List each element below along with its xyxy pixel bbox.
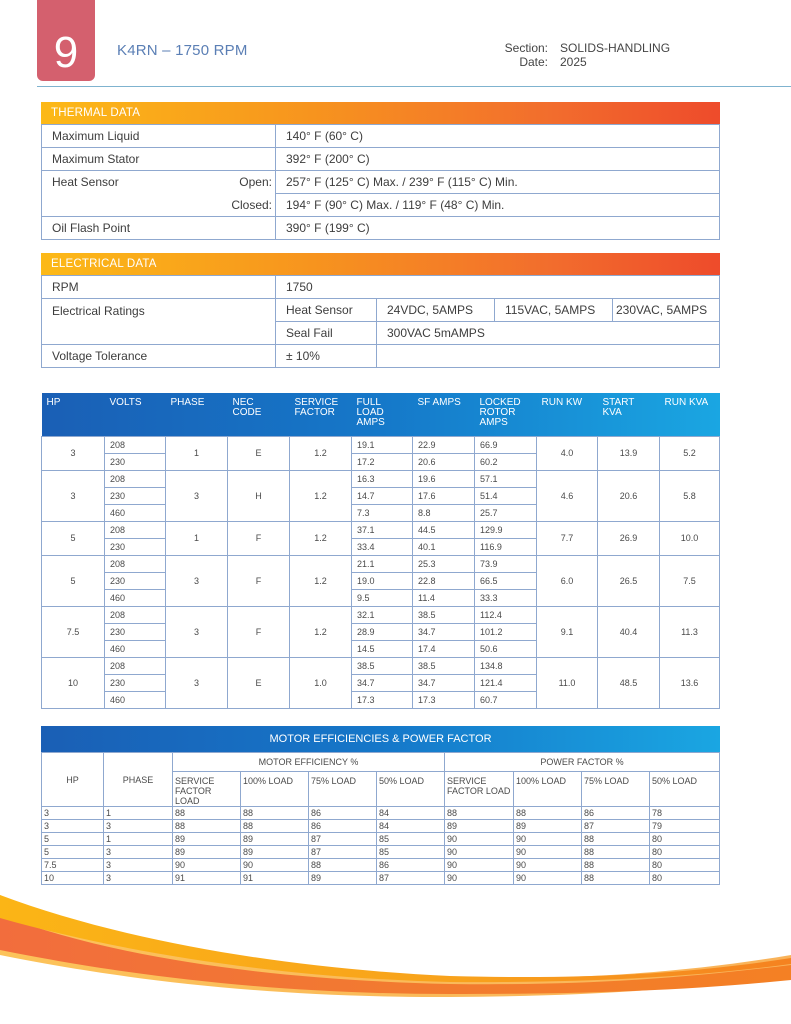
volts-cell: 460 <box>105 640 166 657</box>
table-cell: 10 <box>42 872 104 885</box>
table-row <box>42 846 720 859</box>
sf-amps-cell: 20.6 <box>413 453 475 470</box>
column-header: START KVA <box>602 397 635 418</box>
table-cell: 5 <box>42 846 104 859</box>
column-header: PHASE <box>170 397 205 408</box>
table-cell: 88 <box>445 807 514 820</box>
volts-cell: 230 <box>105 623 166 640</box>
column-header: LOCKED ROTOR AMPS <box>479 397 521 428</box>
volts-cell: 460 <box>105 504 166 521</box>
table-cell: 85 <box>377 833 445 846</box>
column-header: FULL LOAD AMPS <box>356 397 385 428</box>
volts-cell: 208 <box>105 521 166 538</box>
table-row <box>42 125 720 148</box>
date-label: Date: <box>519 55 548 69</box>
full-load-amps-cell: 7.3 <box>352 504 413 521</box>
volts-cell: 230 <box>105 572 166 589</box>
locked-rotor-amps-cell: 116.9 <box>475 538 537 555</box>
table-cell: 88 <box>582 859 650 872</box>
full-load-amps-cell: 38.5 <box>352 657 413 674</box>
table-cell: 90 <box>173 859 241 872</box>
phase-cell: 3 <box>166 470 228 521</box>
table-cell: 90 <box>514 872 582 885</box>
run-kva-cell: 10.0 <box>660 521 720 555</box>
table-cell: 86 <box>309 807 377 820</box>
column-header: 75% LOAD <box>309 772 377 807</box>
table-row <box>42 345 720 368</box>
voltage-tolerance-value: ± 10% <box>276 345 377 368</box>
table-row <box>42 299 720 322</box>
table-cell: 88 <box>241 807 309 820</box>
service-factor-cell: 1.2 <box>290 470 352 521</box>
rpm-value: 1750 <box>276 276 720 299</box>
locked-rotor-amps-cell: 66.9 <box>475 436 537 453</box>
table-cell: 1 <box>104 807 173 820</box>
table-row <box>42 470 720 487</box>
seal-fail-value: 300VAC 5mAMPS <box>377 322 720 345</box>
table-cell: 90 <box>445 872 514 885</box>
hp-header: HP <box>42 753 104 807</box>
phase-cell: 1 <box>166 521 228 555</box>
electrical-data-section <box>41 253 720 368</box>
table-row <box>42 194 720 217</box>
table-cell: 91 <box>241 872 309 885</box>
column-header: SF AMPS <box>417 397 461 408</box>
max-liquid-value: 140° F (60° C) <box>276 125 720 148</box>
table-cell: 84 <box>377 807 445 820</box>
sf-amps-cell: 17.4 <box>413 640 475 657</box>
table-cell: 89 <box>445 820 514 833</box>
locked-rotor-amps-cell: 60.2 <box>475 453 537 470</box>
phase-cell: 3 <box>166 657 228 708</box>
table-cell: 80 <box>650 833 720 846</box>
run-kva-cell: 5.8 <box>660 470 720 521</box>
volts-cell: 230 <box>105 453 166 470</box>
electrical-data-table <box>41 275 720 368</box>
motor-table-header <box>42 393 720 436</box>
service-factor-cell: 1.2 <box>290 606 352 657</box>
volts-cell: 208 <box>105 470 166 487</box>
table-cell: 86 <box>377 859 445 872</box>
closed-label: Closed: <box>210 194 276 217</box>
sf-amps-cell: 22.8 <box>413 572 475 589</box>
table-cell: 1 <box>104 833 173 846</box>
open-value: 257° F (125° C) Max. / 239° F (115° C) Min. <box>276 171 720 194</box>
table-cell: 89 <box>173 846 241 859</box>
locked-rotor-amps-cell: 25.7 <box>475 504 537 521</box>
start-kva-cell: 13.9 <box>598 436 660 470</box>
run-kw-cell: 4.6 <box>537 470 598 521</box>
date-value: 2025 <box>560 55 587 69</box>
column-header: 100% LOAD <box>514 772 582 807</box>
hp-cell: 3 <box>42 470 105 521</box>
table-row <box>42 555 720 572</box>
table-cell: 5 <box>42 833 104 846</box>
nec-code-cell: F <box>228 521 290 555</box>
table-cell: 3 <box>104 820 173 833</box>
locked-rotor-amps-cell: 51.4 <box>475 487 537 504</box>
volts-cell: 208 <box>105 606 166 623</box>
full-load-amps-cell: 19.1 <box>352 436 413 453</box>
nec-code-cell: H <box>228 470 290 521</box>
sf-amps-cell: 8.8 <box>413 504 475 521</box>
table-cell: 88 <box>514 807 582 820</box>
service-factor-cell: 1.2 <box>290 436 352 470</box>
column-header: HP <box>46 397 61 408</box>
sf-amps-cell: 22.9 <box>413 436 475 453</box>
table-cell: 88 <box>582 846 650 859</box>
table-cell: 89 <box>241 833 309 846</box>
locked-rotor-amps-cell: 57.1 <box>475 470 537 487</box>
run-kw-cell: 6.0 <box>537 555 598 606</box>
volts-cell: 208 <box>105 555 166 572</box>
full-load-amps-cell: 28.9 <box>352 623 413 640</box>
efficiency-table <box>41 752 720 885</box>
table-cell: 89 <box>241 846 309 859</box>
nec-code-cell: E <box>228 436 290 470</box>
efficiency-group-header <box>42 753 720 772</box>
table-cell: 91 <box>173 872 241 885</box>
table-cell: 80 <box>650 872 720 885</box>
oil-flash-label: Oil Flash Point <box>42 217 276 240</box>
motor-table-body <box>42 436 720 708</box>
motor-data-table <box>41 393 720 709</box>
voltage-tolerance-label: Voltage Tolerance <box>42 345 276 368</box>
header-divider <box>37 86 791 87</box>
full-load-amps-cell: 33.4 <box>352 538 413 555</box>
hp-cell: 7.5 <box>42 606 105 657</box>
sf-amps-cell: 34.7 <box>413 674 475 691</box>
phase-header: PHASE <box>104 753 173 807</box>
thermal-data-section <box>41 102 720 240</box>
column-header: 50% LOAD <box>650 772 720 807</box>
start-kva-cell: 26.5 <box>598 555 660 606</box>
table-row <box>42 833 720 846</box>
heat-sensor-rating: 115VAC, 5AMPS <box>495 299 613 322</box>
locked-rotor-amps-cell: 60.7 <box>475 691 537 708</box>
table-cell: 3 <box>42 807 104 820</box>
hp-cell: 3 <box>42 436 105 470</box>
thermal-data-table <box>41 124 720 240</box>
rpm-label: RPM <box>42 276 276 299</box>
section-value: SOLIDS-HANDLING <box>560 41 671 55</box>
full-load-amps-cell: 32.1 <box>352 606 413 623</box>
full-load-amps-cell: 19.0 <box>352 572 413 589</box>
column-header: 100% LOAD <box>241 772 309 807</box>
locked-rotor-amps-cell: 33.3 <box>475 589 537 606</box>
full-load-amps-cell: 17.3 <box>352 691 413 708</box>
table-cell: 88 <box>582 872 650 885</box>
run-kva-cell: 5.2 <box>660 436 720 470</box>
sf-amps-cell: 34.7 <box>413 623 475 640</box>
efficiency-table-body <box>42 807 720 885</box>
column-header: SERVICE FACTOR LOAD <box>445 772 514 807</box>
table-cell: 90 <box>241 859 309 872</box>
table-row <box>42 859 720 872</box>
table-cell: 87 <box>377 872 445 885</box>
table-cell: 85 <box>377 846 445 859</box>
thermal-data-title: THERMAL DATA <box>41 102 720 124</box>
table-cell: 3 <box>104 872 173 885</box>
seal-fail-label: Seal Fail <box>276 322 377 345</box>
section-label: Section: <box>504 41 548 55</box>
nec-code-cell: F <box>228 606 290 657</box>
sf-amps-cell: 17.6 <box>413 487 475 504</box>
table-cell: 3 <box>104 846 173 859</box>
table-cell: 87 <box>582 820 650 833</box>
empty-cell <box>42 194 210 217</box>
table-cell: 90 <box>445 833 514 846</box>
electrical-data-title: ELECTRICAL DATA <box>41 253 720 275</box>
sf-amps-cell: 17.3 <box>413 691 475 708</box>
table-cell: 84 <box>377 820 445 833</box>
full-load-amps-cell: 14.5 <box>352 640 413 657</box>
full-load-amps-cell: 17.2 <box>352 453 413 470</box>
start-kva-cell: 20.6 <box>598 470 660 521</box>
full-load-amps-cell: 37.1 <box>352 521 413 538</box>
full-load-amps-cell: 9.5 <box>352 589 413 606</box>
phase-cell: 3 <box>166 555 228 606</box>
start-kva-cell: 40.4 <box>598 606 660 657</box>
locked-rotor-amps-cell: 112.4 <box>475 606 537 623</box>
document-meta <box>480 41 670 69</box>
sf-amps-cell: 19.6 <box>413 470 475 487</box>
efficiency-title: MOTOR EFFICIENCIES & POWER FACTOR <box>41 726 720 752</box>
table-cell: 86 <box>582 807 650 820</box>
locked-rotor-amps-cell: 66.5 <box>475 572 537 589</box>
page-number-badge <box>37 0 95 81</box>
table-cell: 80 <box>650 859 720 872</box>
heat-sensor-rating: 230VAC, 5AMPS <box>613 299 720 322</box>
full-load-amps-cell: 14.7 <box>352 487 413 504</box>
locked-rotor-amps-cell: 121.4 <box>475 674 537 691</box>
phase-cell: 1 <box>166 436 228 470</box>
sf-amps-cell: 11.4 <box>413 589 475 606</box>
run-kva-cell: 13.6 <box>660 657 720 708</box>
full-load-amps-cell: 34.7 <box>352 674 413 691</box>
service-factor-cell: 1.0 <box>290 657 352 708</box>
service-factor-cell: 1.2 <box>290 521 352 555</box>
column-header: NEC CODE <box>232 397 262 418</box>
run-kw-cell: 4.0 <box>537 436 598 470</box>
column-header: RUN KVA <box>664 397 709 408</box>
volts-cell: 230 <box>105 487 166 504</box>
table-cell: 88 <box>241 820 309 833</box>
sf-amps-cell: 40.1 <box>413 538 475 555</box>
sf-amps-cell: 38.5 <box>413 606 475 623</box>
column-header: VOLTS <box>109 397 142 408</box>
start-kva-cell: 48.5 <box>598 657 660 708</box>
run-kw-cell: 9.1 <box>537 606 598 657</box>
table-cell: 88 <box>309 859 377 872</box>
nec-code-cell: F <box>228 555 290 606</box>
document-title: K4RN – 1750 RPM <box>117 42 248 59</box>
service-factor-cell: 1.2 <box>290 555 352 606</box>
volts-cell: 460 <box>105 691 166 708</box>
table-row <box>42 276 720 299</box>
table-cell: 3 <box>104 859 173 872</box>
locked-rotor-amps-cell: 101.2 <box>475 623 537 640</box>
table-row <box>42 807 720 820</box>
table-cell: 78 <box>650 807 720 820</box>
table-cell: 88 <box>173 807 241 820</box>
nec-code-cell: E <box>228 657 290 708</box>
heat-sensor-label: Heat Sensor <box>276 299 377 322</box>
table-cell: 88 <box>582 833 650 846</box>
max-liquid-label: Maximum Liquid <box>42 125 276 148</box>
heat-sensor-label: Heat Sensor <box>42 171 210 194</box>
table-cell: 89 <box>514 820 582 833</box>
table-row <box>42 606 720 623</box>
locked-rotor-amps-cell: 50.6 <box>475 640 537 657</box>
table-cell: 90 <box>514 859 582 872</box>
motor-efficiency-header: MOTOR EFFICIENCY % <box>173 753 445 772</box>
sf-amps-cell: 44.5 <box>413 521 475 538</box>
table-cell: 90 <box>445 846 514 859</box>
table-cell: 87 <box>309 833 377 846</box>
table-cell: 89 <box>309 872 377 885</box>
run-kw-cell: 11.0 <box>537 657 598 708</box>
table-cell: 90 <box>445 859 514 872</box>
table-cell: 7.5 <box>42 859 104 872</box>
oil-flash-value: 390° F (199° C) <box>276 217 720 240</box>
sf-amps-cell: 25.3 <box>413 555 475 572</box>
column-header: SERVICE FACTOR LOAD <box>173 772 241 807</box>
table-cell: 90 <box>514 833 582 846</box>
decorative-swoosh <box>0 880 791 1024</box>
hp-cell: 5 <box>42 521 105 555</box>
power-factor-header: POWER FACTOR % <box>445 753 720 772</box>
motor-data-section <box>41 393 720 709</box>
table-cell: 79 <box>650 820 720 833</box>
table-cell: 86 <box>309 820 377 833</box>
volts-cell: 230 <box>105 674 166 691</box>
hp-cell: 5 <box>42 555 105 606</box>
locked-rotor-amps-cell: 73.9 <box>475 555 537 572</box>
locked-rotor-amps-cell: 129.9 <box>475 521 537 538</box>
column-header: RUN KW <box>541 397 583 408</box>
table-row <box>42 148 720 171</box>
table-cell: 88 <box>173 820 241 833</box>
volts-cell: 230 <box>105 538 166 555</box>
volts-cell: 460 <box>105 589 166 606</box>
full-load-amps-cell: 16.3 <box>352 470 413 487</box>
column-header: 50% LOAD <box>377 772 445 807</box>
run-kva-cell: 7.5 <box>660 555 720 606</box>
run-kva-cell: 11.3 <box>660 606 720 657</box>
table-row <box>42 820 720 833</box>
heat-sensor-rating: 24VDC, 5AMPS <box>377 299 495 322</box>
table-cell: 87 <box>309 846 377 859</box>
max-stator-label: Maximum Stator <box>42 148 276 171</box>
table-row <box>42 521 720 538</box>
efficiency-section <box>41 726 720 885</box>
table-cell: 80 <box>650 846 720 859</box>
table-row <box>42 217 720 240</box>
table-row <box>42 436 720 453</box>
hp-cell: 10 <box>42 657 105 708</box>
volts-cell: 208 <box>105 436 166 453</box>
volts-cell: 208 <box>105 657 166 674</box>
table-cell: 90 <box>514 846 582 859</box>
full-load-amps-cell: 21.1 <box>352 555 413 572</box>
closed-value: 194° F (90° C) Max. / 119° F (48° C) Min. <box>276 194 720 217</box>
empty-cell <box>377 345 720 368</box>
table-cell: 3 <box>42 820 104 833</box>
max-stator-value: 392° F (200° C) <box>276 148 720 171</box>
phase-cell: 3 <box>166 606 228 657</box>
table-cell: 89 <box>173 833 241 846</box>
start-kva-cell: 26.9 <box>598 521 660 555</box>
table-row <box>42 657 720 674</box>
table-row <box>42 171 720 194</box>
page-number: 9 <box>53 28 79 77</box>
open-label: Open: <box>210 171 276 194</box>
column-header: SERVICE FACTOR <box>294 397 339 418</box>
electrical-ratings-label: Electrical Ratings <box>42 299 276 345</box>
run-kw-cell: 7.7 <box>537 521 598 555</box>
locked-rotor-amps-cell: 134.8 <box>475 657 537 674</box>
sf-amps-cell: 38.5 <box>413 657 475 674</box>
column-header: 75% LOAD <box>582 772 650 807</box>
